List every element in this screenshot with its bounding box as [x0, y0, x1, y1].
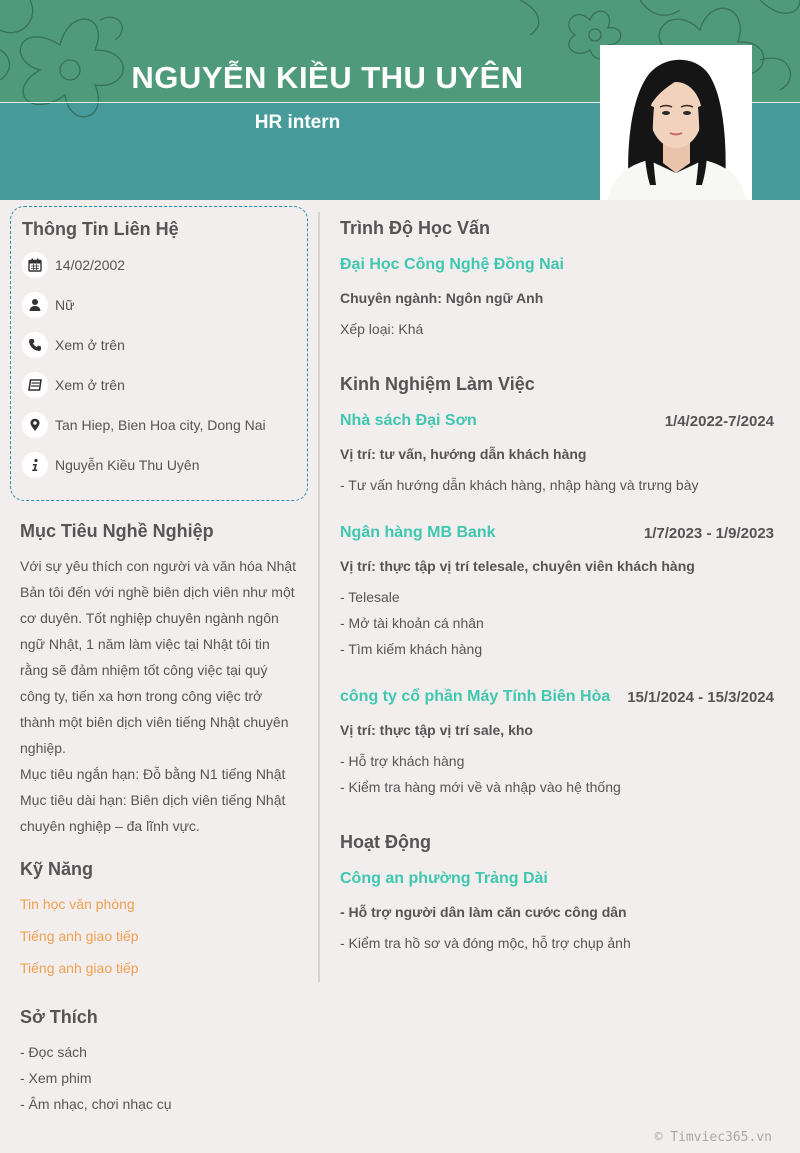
- contact-title: Thông Tin Liên Hệ: [22, 219, 179, 239]
- skill-item: Tiếng anh giao tiếp: [20, 960, 139, 976]
- activity-org: Công an phường Trảng Dài: [340, 870, 548, 887]
- contact-item-email: [22, 371, 125, 399]
- contact-box: [10, 206, 308, 501]
- watermark-footer: © Timviec365.vn: [654, 1130, 772, 1145]
- contact-item-address: [22, 411, 266, 439]
- info-icon: [22, 452, 48, 478]
- profile-photo: [600, 45, 752, 200]
- objective-line: Bản tôi đến với nghề biên dịch viên như một: [20, 584, 295, 600]
- activity-role: - Hỗ trợ người dân làm căn cước công dân: [340, 904, 627, 920]
- skills-title: Kỹ Năng: [20, 859, 94, 879]
- job-detail: - Tìm kiếm khách hàng: [340, 641, 483, 657]
- contact-item-phone: [22, 331, 125, 359]
- skill-item: Tiếng anh giao tiếp: [20, 928, 139, 944]
- job-title: HR intern: [254, 112, 341, 133]
- objective-line: cơ duyên. Tốt nghiệp chuyên ngành ngôn: [20, 610, 279, 626]
- experience-title: Kinh Nghiệm Làm Việc: [340, 374, 535, 394]
- major-text: Chuyên ngành: Ngôn ngữ Anh: [340, 290, 544, 306]
- hobby-item: - Xem phim: [20, 1070, 92, 1086]
- activities-title: Hoạt Động: [340, 832, 431, 852]
- envelope-icon: [22, 372, 48, 398]
- hobby-item: - Đọc sách: [20, 1044, 87, 1060]
- contact-item-gender: [22, 291, 74, 319]
- column-divider: [318, 212, 320, 982]
- job-detail: - Hỗ trợ khách hàng: [340, 753, 465, 769]
- objective-line: ngữ Nhật, 1 năm làm việc tại Nhật tôi tin: [20, 636, 270, 652]
- objective-line: rằng sẽ đảm nhiệm tốt công việc tại quý: [20, 662, 268, 678]
- job-position: Vị trí: thực tập vị trí sale, kho: [340, 722, 533, 738]
- job-date: 15/1/2024 - 15/3/2024: [627, 689, 774, 706]
- job-company: Ngân hàng MB Bank: [340, 524, 496, 541]
- objective-title: Mục Tiêu Nghề Nghiệp: [20, 521, 214, 541]
- job-detail: - Kiểm tra hàng mới về và nhập vào hệ thống: [340, 779, 621, 795]
- contact-item-fullname: [22, 451, 200, 479]
- job-detail: - Tư vấn hướng dẫn khách hàng, nhập hàng và trưng bày: [340, 477, 699, 493]
- job-company: Nhà sách Đại Sơn: [340, 412, 477, 429]
- education-title: Trình Độ Học Vấn: [340, 218, 491, 238]
- job-date: 1/7/2023 - 1/9/2023: [643, 525, 774, 542]
- address-text: Tan Hiep, Bien Hoa city, Dong Nai: [55, 417, 266, 433]
- activity-detail: - Kiểm tra hồ sơ và đóng mộc, hỗ trợ chụp ảnh: [340, 935, 631, 951]
- user-icon: [22, 292, 48, 318]
- objective-line: Với sự yêu thích con người và văn hóa Nhật: [20, 558, 297, 574]
- job-detail: - Mở tài khoản cá nhân: [340, 615, 484, 631]
- gender-text: Nữ: [55, 297, 75, 313]
- phone-icon: [22, 332, 48, 358]
- email-text: Xem ở trên: [55, 377, 125, 393]
- birthday-text: 14/02/2002: [55, 257, 126, 273]
- job-detail: - Telesale: [340, 589, 400, 605]
- skill-item: Tin học văn phòng: [20, 896, 135, 912]
- candidate-name: NGUYỄN KIỀU THU UYÊN: [131, 60, 524, 95]
- objective-line: chuyên nghiệp – đa lĩnh vực.: [20, 818, 200, 834]
- hobby-item: - Âm nhạc, chơi nhạc cụ: [20, 1096, 172, 1112]
- hobbies-title: Sở Thích: [20, 1007, 98, 1027]
- calendar-icon: [22, 252, 48, 278]
- contact-item-birthday: [22, 251, 125, 279]
- objective-text: [20, 553, 300, 839]
- job-date: 1/4/2022-7/2024: [664, 413, 774, 430]
- phone-text: Xem ở trên: [55, 337, 125, 353]
- objective-line: Mục tiêu ngắn hạn: Đỗ bằng N1 tiếng Nhật: [20, 766, 286, 782]
- fullname-text: Nguyễn Kiều Thu Uyên: [55, 457, 200, 473]
- school-name: Đại Học Công Nghệ Đồng Nai: [340, 256, 564, 273]
- job-position: Vị trí: thực tập vị trí telesale, chuyên viên khách hàng: [340, 558, 695, 574]
- objective-line: Mục tiêu dài hạn: Biên dịch viên tiếng Nhật: [20, 792, 286, 808]
- grade-text: Xếp loại: Khá: [340, 321, 424, 337]
- objective-line: nghiệp.: [20, 740, 66, 756]
- job-company: công ty cổ phần Máy Tính Biên Hòa: [340, 688, 611, 705]
- objective-line: thành một biên dịch viên tiếng Nhật chuyên: [20, 714, 289, 730]
- job-position: Vị trí: tư vấn, hướng dẫn khách hàng: [340, 446, 587, 462]
- objective-line: công ty, tiến xa hơn trong công việc trở: [20, 688, 263, 704]
- location-pin-icon: [22, 412, 48, 438]
